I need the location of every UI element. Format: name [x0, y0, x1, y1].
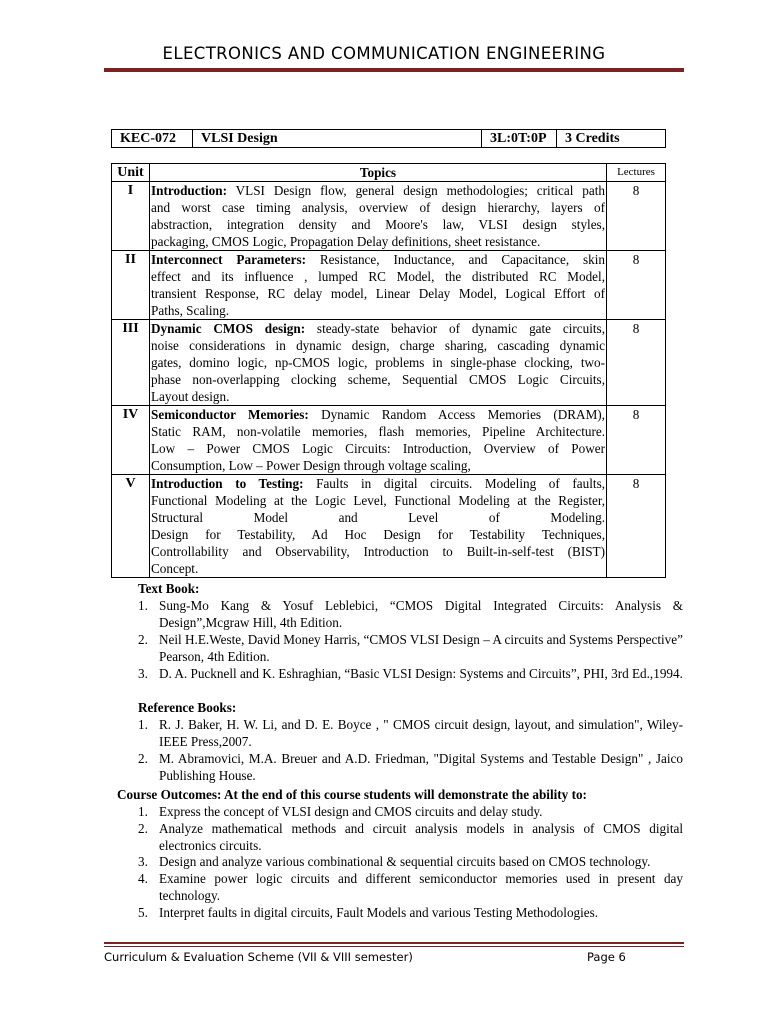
reference-book-item: 1. R. J. Baker, H. W. Li, and D. E. Boyce , " CMOS circuit design, layout, and simulation", Wiley-IEEE Press,2007. — [138, 717, 683, 749]
topic-line — [151, 440, 605, 457]
topic-text: steady-state behavior of dynamic gate circuits, — [305, 321, 605, 336]
reference-books-title: Reference Books: — [138, 700, 237, 715]
unit-number: V — [112, 475, 150, 578]
unit-lectures: 8 — [607, 475, 666, 578]
unit-lectures: 8 — [607, 182, 666, 251]
topic-text: gates, domino logic, np-CMOS logic, problems in single-phase clocking, two- — [151, 355, 605, 370]
topic-text: Dynamic Random Access Memories (DRAM), — [308, 407, 605, 422]
topic-line — [151, 526, 605, 543]
page-header-title: ELECTRONICS AND COMMUNICATION ENGINEERING — [162, 44, 606, 63]
topic-text: Structural Model and Level of Modeling. — [151, 510, 605, 525]
course-outcome-item: 5. Interpret faults in digital circuits, Fault Models and various Testing Methodologies. — [138, 904, 599, 920]
topic-text: and worst case timing analysis, overview of design hierarchy, layers of — [151, 200, 605, 215]
unit-number: III — [112, 320, 150, 406]
text-book-section — [138, 580, 683, 682]
reference-book-item: 2. M. Abramovici, M.A. Breuer and A.D. Friedman, "Digital Systems and Testable Design" , Jaico Publishing House. — [138, 751, 683, 783]
topic-line — [151, 560, 605, 577]
topic-line — [151, 251, 605, 268]
course-info-table — [111, 129, 666, 148]
course-outcome-item: 1. Express the concept of VLSI design and CMOS circuits and delay study. — [138, 804, 543, 819]
course-outcomes-list — [138, 804, 683, 922]
course-outcomes-title: Course Outcomes: At the end of this course students will demonstrate the ability to: — [117, 787, 587, 802]
unit-topics — [150, 320, 607, 406]
topic-text: Controllability and Observability, Introduction to Built-in-self-test (BIST) — [151, 544, 605, 559]
topic-line — [151, 199, 605, 216]
text-book-item: 1. Sung-Mo Kang & Yosuf Leblebici, “CMOS Digital Integrated Circuits: Analysis & Design”,Mcgraw Hill, 4th Edition. — [138, 598, 683, 630]
unit-topics — [150, 475, 607, 578]
topic-line — [151, 182, 605, 199]
unit-topics — [150, 182, 607, 251]
topic-text: effect and its influence , lumped RC Model, the distributed RC Model, — [151, 269, 605, 284]
topic-text: Low – Power CMOS Logic Circuits: Introduction, Overview of Power — [151, 441, 605, 456]
topic-line — [151, 543, 605, 560]
footer-divider-thin — [104, 946, 684, 947]
course-name: VLSI Design — [193, 130, 482, 148]
topic-text: transient Response, RC delay model, Linear Delay Model, Logical Effort of — [151, 286, 605, 301]
topic-line — [151, 216, 605, 233]
topic-heading: Dynamic CMOS design: — [151, 321, 306, 336]
unit-row — [112, 251, 666, 320]
topic-line — [151, 475, 605, 492]
course-code: KEC-072 — [112, 130, 193, 148]
topic-text: Consumption, Low – Power Design through voltage scaling, — [151, 458, 471, 473]
course-outcome-item: 4. Examine power logic circuits and different semiconductor memories used in present day technology. — [138, 871, 683, 903]
text-book-list — [138, 597, 683, 682]
topic-text: phase non-overlapping clocking scheme, Sequential CMOS Logic Circuits, — [151, 372, 605, 387]
units-table-header — [112, 164, 666, 182]
topic-text: abstraction, integration density and Moore's law, VLSI design styles, — [151, 217, 605, 232]
topic-heading: Introduction to Testing: — [151, 476, 304, 491]
unit-lectures: 8 — [607, 320, 666, 406]
topic-line — [151, 509, 605, 526]
topic-line — [151, 457, 605, 474]
topic-text: VLSI Design flow, general design methodologies; critical path — [226, 183, 605, 198]
topic-text: Faults in digital circuits. Modeling of faults, — [303, 476, 605, 491]
unit-lectures: 8 — [607, 251, 666, 320]
topic-line — [151, 337, 605, 354]
topic-line — [151, 388, 605, 405]
course-outcome-item: 2. Analyze mathematical methods and circuit analysis models in analysis of CMOS digital electronics circuits. — [138, 820, 683, 853]
text-book-item: 3. D. A. Pucknell and K. Eshraghian, “Basic VLSI Design: Systems and Circuits”, PHI, 3rd Ed.,1994. — [138, 666, 683, 681]
unit-topics — [150, 251, 607, 320]
unit-number: II — [112, 251, 150, 320]
reference-books-list — [138, 716, 683, 784]
footer-page-number: Page 6 — [587, 950, 626, 964]
topic-line — [151, 320, 605, 337]
topic-line — [151, 302, 605, 319]
topic-text: Static RAM, non-volatile memories, flash memories, Pipeline Architecture. — [151, 424, 605, 439]
unit-number: I — [112, 182, 150, 251]
unit-header: Unit — [112, 164, 150, 182]
topic-text: Concept. — [151, 561, 199, 576]
topic-line — [151, 423, 605, 440]
topic-text: Design for Testability, Ad Hoc Design for Testability Techniques, — [151, 527, 605, 542]
topic-text: Layout design. — [151, 389, 230, 404]
unit-lectures: 8 — [607, 406, 666, 475]
topic-line — [151, 371, 605, 388]
unit-row — [112, 406, 666, 475]
course-credits: 3 Credits — [557, 130, 666, 148]
footer-divider — [104, 942, 684, 944]
lectures-header: Lectures — [607, 164, 666, 182]
unit-topics — [150, 406, 607, 475]
topic-text: Paths, Scaling. — [151, 303, 230, 318]
topic-line — [151, 268, 605, 285]
course-outcome-item: 3. Design and analyze various combinational & sequential circuits based on CMOS technology. — [138, 854, 651, 870]
topic-text: packaging, CMOS Logic, Propagation Delay definitions, sheet resistance. — [151, 234, 541, 249]
text-book-title: Text Book: — [138, 581, 200, 596]
header-divider — [104, 68, 684, 72]
topic-line — [151, 406, 605, 423]
topic-heading: Semiconductor Memories: — [151, 407, 309, 422]
unit-number: IV — [112, 406, 150, 475]
topic-line — [151, 492, 605, 509]
topic-line — [151, 285, 605, 302]
topic-line — [151, 233, 605, 250]
unit-row — [112, 475, 666, 578]
topic-text: noise considerations in dynamic design, charge sharing, cascading dynamic — [151, 338, 605, 353]
topics-header: Topics — [150, 164, 607, 182]
topic-heading: Introduction: — [151, 183, 227, 198]
footer-scheme: Curriculum & Evaluation Scheme (VII & VIII semester) — [104, 950, 413, 964]
topic-text: Resistance, Inductance, and Capacitance, skin — [305, 252, 605, 267]
topic-heading: Interconnect Parameters: — [151, 252, 306, 267]
reference-books-section — [138, 699, 683, 784]
unit-row — [112, 320, 666, 406]
topic-line — [151, 354, 605, 371]
course-ltp: 3L:0T:0P — [482, 130, 557, 148]
topic-text: Functional Modeling at the Logic Level, Functional Modeling at the Register, — [151, 493, 605, 508]
text-book-item: 2. Neil H.E.Weste, David Money Harris, “CMOS VLSI Design – A circuits and Systems Perspective” Pearson, 4th Edition. — [138, 632, 683, 664]
unit-row — [112, 182, 666, 251]
units-table — [111, 163, 666, 578]
